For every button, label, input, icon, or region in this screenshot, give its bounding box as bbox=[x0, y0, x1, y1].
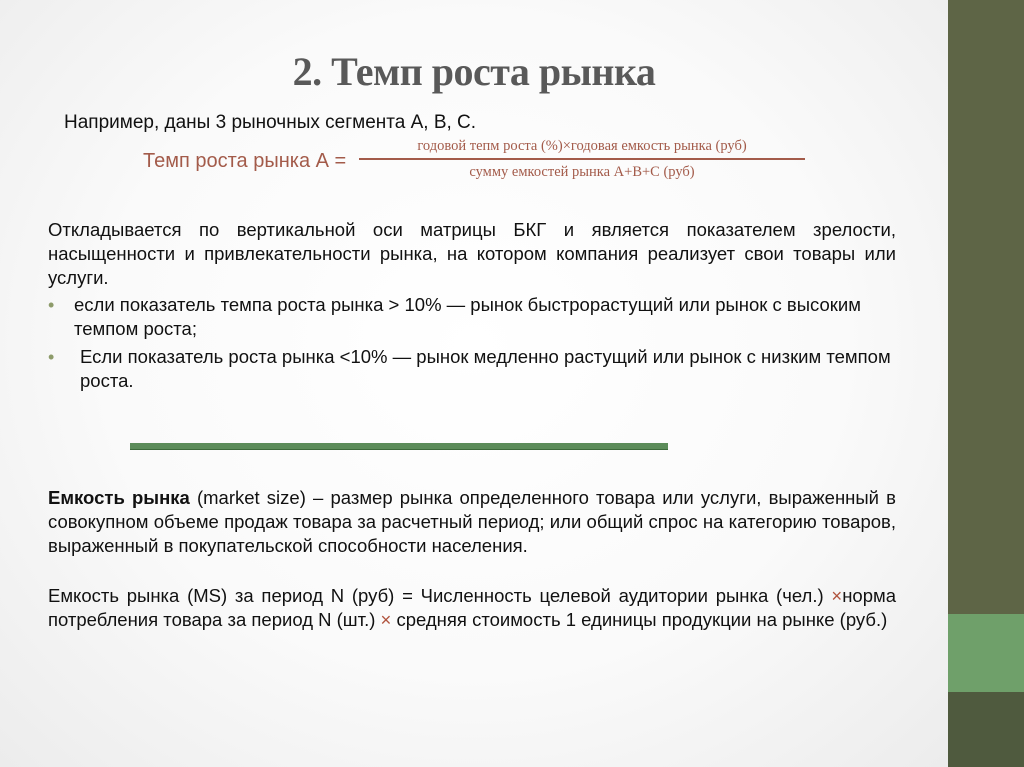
slide-title: 2. Темп роста рынка bbox=[292, 49, 656, 94]
bullet-icon: • bbox=[48, 347, 55, 367]
description-paragraph: Откладывается по вертикальной оси матрицы БКГ и является показателем зрелости, насыщенности и привлекательности рынка, на котором компания реализует свои товары или услуги. bbox=[48, 219, 896, 288]
bullet-icon: • bbox=[48, 295, 55, 315]
sidebar-accent-block bbox=[948, 614, 1024, 692]
market-size-paragraph bbox=[48, 486, 896, 558]
sidebar-bottom-block bbox=[948, 692, 1024, 767]
ms-formula-paragraph bbox=[48, 584, 896, 632]
multiply-icon: × bbox=[831, 585, 843, 606]
list-item bbox=[48, 345, 896, 393]
list-item bbox=[48, 293, 896, 341]
intro-text: Например, даны 3 рыночных сегмента А, В, С. bbox=[64, 112, 477, 133]
formula-numerator: годовой тепм роста (%)×годовая емкость рынка (руб) bbox=[417, 138, 747, 154]
section-divider bbox=[130, 443, 668, 450]
multiply-icon: × bbox=[380, 609, 392, 630]
ms-formula-part1: Емкость рынка (MS) за период N (руб) = Численность целевой аудитории рынка (чел.) bbox=[48, 585, 832, 606]
fraction-line bbox=[359, 158, 805, 160]
formula-denominator: сумму емкостей рынка А+В+С (руб) bbox=[469, 163, 695, 180]
bullet-text: если показатель темпа роста рынка > 10% — рынок быстрорастущий или рынок с высоким темпом роста; bbox=[74, 294, 861, 339]
formula-label: Темп роста рынка А = bbox=[143, 150, 347, 172]
market-size-term: Емкость рынка bbox=[48, 487, 190, 508]
bullet-text: Если показатель роста рынка <10% — рынок медленно растущий или рынок с низким темпом роста. bbox=[80, 346, 891, 391]
formula-fraction bbox=[359, 138, 805, 181]
market-size-definition: (market size) – размер рынка определенного товара или услуги, выраженный в совокупном объеме продаж товара за расчетный период; или общий спрос на категорию товаров, выраженный в покупательской способности населения. bbox=[48, 487, 896, 556]
ms-formula-part2: норма потребления товара за период N (шт.) bbox=[48, 585, 896, 630]
ms-formula-part3: средняя стоимость 1 единицы продукции на рынке (руб.) bbox=[391, 609, 888, 630]
